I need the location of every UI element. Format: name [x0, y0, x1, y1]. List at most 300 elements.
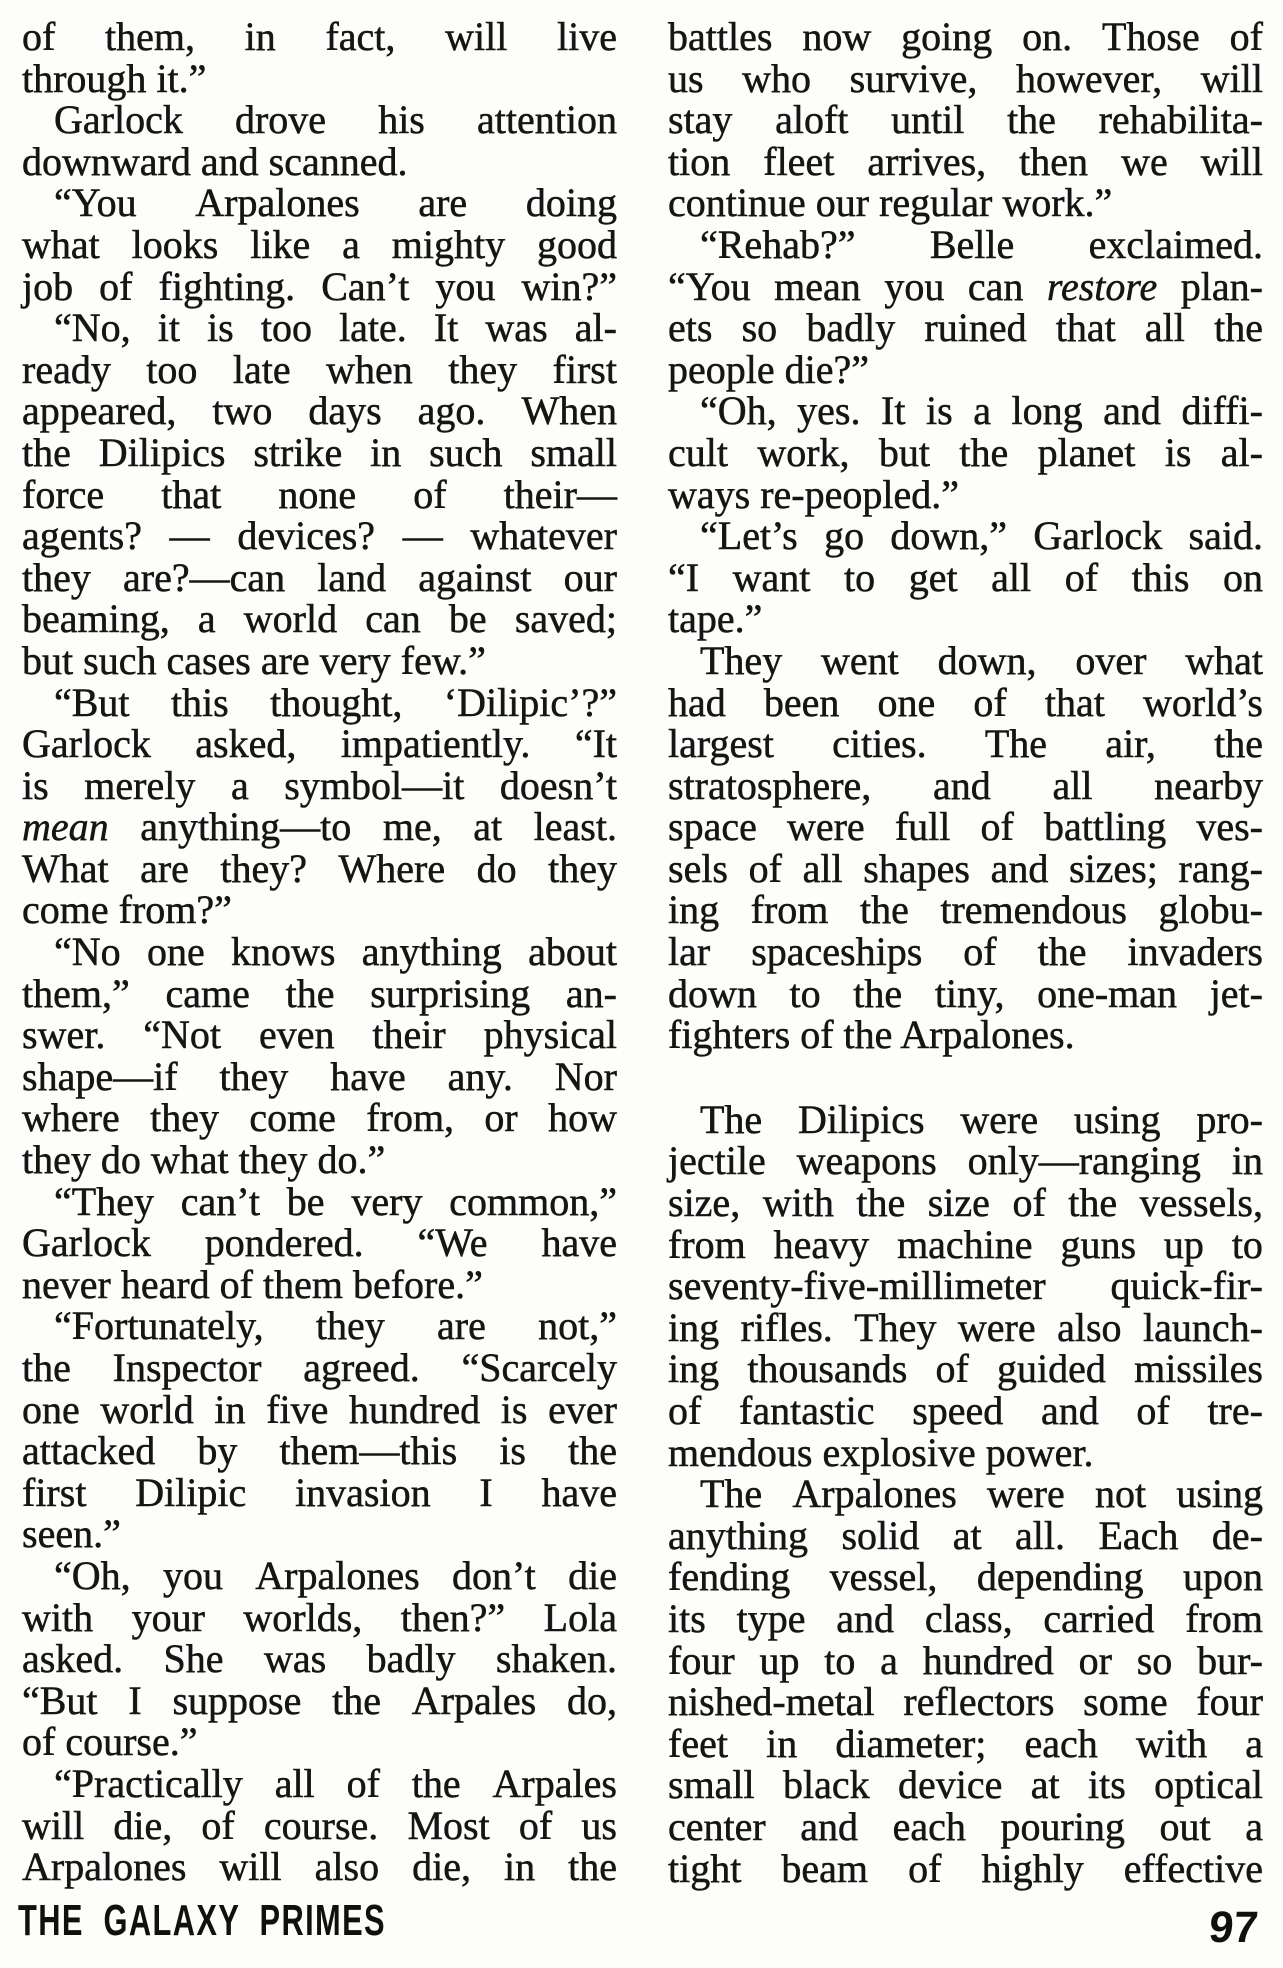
word: ready [22, 346, 111, 392]
text-line [22, 1097, 617, 1139]
word: come [22, 887, 109, 933]
word: battles [668, 14, 773, 59]
word: stratosphere, [668, 762, 872, 808]
text-line [668, 1304, 1263, 1350]
word: knows [231, 929, 336, 975]
text-line [668, 182, 1263, 224]
text-line [22, 1014, 617, 1056]
text-line [22, 845, 617, 891]
text-line [668, 346, 1263, 392]
word: are?—can [123, 554, 286, 600]
word: effective [1123, 1845, 1263, 1891]
word: — [402, 513, 443, 559]
word: before.” [352, 1261, 483, 1307]
word: do [100, 1137, 141, 1183]
word: this [170, 679, 229, 725]
word: “Practically [54, 1760, 243, 1806]
word: class, [924, 1595, 1013, 1641]
word: by [197, 1428, 238, 1474]
word: in [244, 14, 276, 59]
word: beaming, [22, 596, 170, 642]
word: very [351, 1178, 423, 1224]
word: have [541, 1469, 617, 1515]
word: “Not [143, 1012, 222, 1058]
word: whatever [470, 513, 617, 559]
text-line [22, 970, 617, 1016]
word: to [1231, 1221, 1263, 1267]
word: lar [668, 929, 711, 975]
word: a [1245, 1720, 1263, 1766]
word: fending [668, 1554, 791, 1600]
word: tight [668, 1845, 742, 1891]
word: the [1068, 1180, 1118, 1226]
word: Dilipics [98, 429, 226, 475]
word: devices? [237, 513, 376, 559]
word: die, [412, 1844, 471, 1890]
word: this [1131, 554, 1190, 600]
text-line [22, 762, 617, 808]
word: Each [1098, 1512, 1179, 1558]
text-line [668, 1014, 1263, 1056]
word: small [530, 429, 617, 475]
word: fleet [763, 138, 835, 184]
word: were [960, 1096, 1039, 1142]
word: land [317, 554, 387, 600]
word: attention [477, 97, 617, 143]
word: against [418, 554, 532, 600]
word: seen.” [22, 1511, 121, 1557]
text-line [668, 679, 1263, 725]
text-line [22, 1305, 617, 1347]
word: and [1040, 1388, 1099, 1433]
word: sizes; [1069, 845, 1158, 891]
word: Nor [554, 1053, 617, 1099]
word: in [214, 1386, 246, 1432]
word: physical [483, 1012, 617, 1058]
word: Arpalones [255, 1552, 420, 1598]
word: feet [668, 1720, 728, 1766]
word: our [563, 554, 617, 600]
word: one-man [1037, 970, 1178, 1016]
text-line [668, 515, 1263, 557]
right-text-column [668, 16, 1263, 1889]
text-line [668, 1096, 1263, 1142]
word: world [243, 596, 338, 642]
word: their [372, 1012, 446, 1058]
word: all [1052, 762, 1093, 808]
word: common,” [449, 1178, 617, 1224]
text-line [22, 138, 617, 184]
word: globu- [1158, 887, 1263, 933]
word: using [1176, 1471, 1263, 1517]
word: of [908, 1845, 942, 1891]
word: hundred [349, 1386, 481, 1432]
word: are [140, 845, 189, 891]
text-line [22, 1552, 617, 1598]
word: “Rehab?” [700, 221, 856, 267]
word: ever [548, 1386, 617, 1432]
word: are [260, 637, 310, 683]
word: or [484, 1095, 518, 1141]
word: will [1200, 138, 1263, 184]
word: be [448, 596, 487, 642]
text-line [22, 1430, 617, 1472]
word: of [1136, 1388, 1170, 1433]
word: four [668, 1637, 735, 1683]
word: was [485, 305, 548, 351]
word: depending [976, 1554, 1144, 1600]
word: them—this [279, 1428, 458, 1474]
word: ing [668, 887, 720, 933]
word: type [736, 1595, 806, 1641]
word: long [1011, 388, 1083, 434]
text-line [22, 1638, 617, 1680]
word: Arpalones. [900, 1012, 1075, 1058]
word: never [22, 1261, 111, 1307]
word: “They [54, 1178, 154, 1224]
word: they [150, 1095, 219, 1141]
word: the [843, 1012, 893, 1058]
word: only—ranging [967, 1138, 1201, 1184]
text-line [668, 1512, 1263, 1558]
word: late. [339, 305, 407, 351]
word: “Scarcely [461, 1345, 617, 1390]
word: pondered. [204, 1220, 364, 1266]
word: the [959, 429, 1009, 475]
word: where [22, 1095, 120, 1141]
word: one [877, 679, 936, 725]
text-line [22, 554, 617, 600]
word: until [891, 97, 965, 143]
word: It [433, 305, 459, 351]
word: jectile [668, 1138, 766, 1184]
word: came [165, 970, 250, 1016]
word: plan- [1180, 263, 1263, 309]
word: five [266, 1386, 329, 1432]
text-line [22, 1178, 617, 1224]
word: fighters [668, 1012, 791, 1058]
word: beam [781, 1845, 869, 1891]
word: appeared, [22, 388, 177, 434]
word: They [700, 637, 783, 683]
word: then [1019, 138, 1089, 184]
text-line [668, 390, 1263, 432]
word: fantastic [739, 1388, 875, 1433]
word: our [815, 180, 870, 226]
word: to [844, 554, 876, 600]
word: don’t [452, 1552, 536, 1598]
word: heavy [773, 1221, 870, 1267]
text-line [668, 1681, 1263, 1723]
word: nearby [1154, 762, 1263, 808]
word: in [503, 1844, 536, 1890]
word: shapes [863, 845, 970, 891]
word: “It [574, 721, 617, 767]
word: do [476, 845, 517, 891]
word: spaceships [751, 929, 923, 975]
word: come [249, 1095, 336, 1141]
word: “You [54, 180, 137, 226]
word: Inspector [112, 1345, 262, 1390]
word: small [668, 1762, 755, 1808]
word: shape—if [22, 1053, 178, 1099]
word: over [1075, 637, 1147, 683]
word: ets [668, 305, 713, 351]
text-line [22, 55, 617, 101]
word: Garlock [1033, 513, 1163, 559]
word: The [984, 721, 1048, 767]
word: how [548, 1095, 617, 1141]
word: ing [668, 1304, 720, 1350]
word: Dilipic [135, 1469, 247, 1515]
word: Arpales [411, 1677, 537, 1723]
text-line [668, 471, 1263, 517]
text-line [22, 307, 617, 349]
word: When [521, 388, 617, 434]
word: cases [166, 637, 251, 683]
word: seventy-five-millimeter [668, 1263, 1046, 1309]
word: and [836, 1595, 895, 1641]
word: of [668, 1388, 702, 1433]
word: of [219, 1261, 253, 1307]
word: space [668, 804, 757, 850]
word: all [1144, 305, 1185, 351]
word: guns [1060, 1221, 1137, 1267]
word: were [786, 804, 865, 850]
text-line [668, 1182, 1263, 1224]
word: diameter; [835, 1720, 987, 1766]
text-line [22, 1386, 617, 1432]
word: bur- [1197, 1637, 1263, 1683]
word: stay [668, 97, 733, 143]
word: the [332, 1677, 381, 1723]
word: not,” [538, 1303, 617, 1349]
word: saved; [514, 596, 617, 642]
word: in [766, 1720, 798, 1766]
word: to [824, 1637, 856, 1683]
text-line [668, 1140, 1263, 1182]
text-line [22, 221, 617, 267]
word: too [146, 346, 198, 392]
text-line [668, 1845, 1263, 1891]
word: the [22, 1345, 71, 1390]
text-line [668, 970, 1263, 1016]
word: be [286, 1178, 325, 1224]
word: a [880, 1637, 898, 1683]
word: can [365, 596, 421, 642]
word: you [162, 1552, 223, 1598]
word: us [668, 55, 704, 101]
word: yes. [797, 388, 861, 434]
word: hundred [922, 1637, 1054, 1683]
word: Arpales [492, 1760, 617, 1806]
word: such [429, 429, 503, 475]
word: The [700, 1471, 763, 1517]
text-line [668, 723, 1263, 765]
word: with [1135, 1720, 1208, 1766]
text-line [22, 1721, 617, 1763]
text-line [668, 429, 1263, 475]
word: “But [22, 1677, 98, 1723]
text-line [668, 138, 1263, 184]
word: the [1214, 721, 1263, 767]
word: asked. [22, 1636, 124, 1682]
word: so [741, 305, 778, 351]
word: is [499, 1428, 526, 1474]
word: can’t [180, 1178, 260, 1224]
word: restore [1046, 263, 1158, 309]
word: through [22, 55, 147, 101]
text-line [22, 1261, 617, 1307]
text-line [22, 471, 617, 517]
word: asked, [195, 721, 297, 767]
word: of [22, 14, 56, 59]
word: world’s [1142, 679, 1263, 725]
word: they [315, 1303, 385, 1349]
word: go [824, 513, 865, 559]
word: the [1214, 305, 1263, 351]
word: mendous [668, 1429, 813, 1475]
text-line [22, 1594, 617, 1640]
text-line [668, 931, 1263, 973]
word: Dilipics [797, 1096, 925, 1142]
text-line [668, 1473, 1263, 1515]
word: of [346, 1760, 380, 1806]
text-line [22, 1513, 617, 1555]
word: what [150, 1137, 229, 1183]
word: in [1231, 1138, 1263, 1184]
word: battling [1043, 804, 1167, 850]
word: work, [757, 429, 850, 475]
text-line [668, 598, 1263, 640]
word: when [326, 346, 413, 392]
word: drove [234, 97, 327, 143]
word: all [802, 845, 843, 891]
word: work.” [1002, 180, 1113, 226]
text-line [22, 182, 617, 224]
word: ves- [1196, 804, 1263, 850]
word: tremendous [940, 887, 1127, 933]
word: al- [1220, 429, 1263, 475]
word: The [700, 1096, 763, 1142]
word: they [238, 1137, 308, 1183]
word: fighting. [158, 263, 296, 309]
word: anything [668, 1512, 808, 1558]
word: vessel, [829, 1554, 938, 1600]
word: suppose [172, 1677, 302, 1723]
word: down,” [890, 513, 1008, 559]
word: rifles. [740, 1304, 833, 1350]
word: mighty [391, 221, 506, 267]
word: very [319, 637, 391, 683]
word: I [479, 1469, 493, 1515]
word: doing [525, 180, 617, 226]
word: to [789, 970, 821, 1016]
word: get [908, 554, 958, 600]
word: continue [668, 180, 806, 226]
text-line [22, 99, 617, 141]
text-line [22, 1846, 617, 1888]
text-line [22, 1053, 617, 1099]
word: of [1012, 1180, 1046, 1226]
word: “Oh, [700, 388, 777, 434]
word: also [1057, 1304, 1122, 1350]
word: from, [366, 1095, 455, 1141]
word: upon [1182, 1554, 1263, 1600]
word: She [163, 1636, 224, 1682]
word: badly [806, 305, 896, 351]
text-line [668, 1390, 1263, 1432]
word: “Let’s [700, 513, 798, 559]
word: were [987, 1471, 1065, 1517]
word: they [22, 554, 91, 600]
text-line [22, 1347, 617, 1389]
word: first [552, 346, 617, 392]
text-line [668, 263, 1263, 309]
word: too [260, 305, 312, 351]
word: that [161, 471, 222, 517]
word: badly [366, 1636, 456, 1682]
word: of [963, 929, 997, 975]
text-line [668, 554, 1263, 600]
word: also [314, 1844, 380, 1890]
word: what [22, 221, 100, 267]
word: and [200, 138, 259, 184]
word: but [22, 637, 74, 683]
word: Can’t [321, 263, 410, 309]
word: of [99, 263, 133, 309]
word: die [568, 1552, 617, 1598]
word: any. [447, 1053, 513, 1099]
word: of [1064, 554, 1099, 600]
word: full [894, 804, 951, 850]
word: and [932, 762, 991, 808]
word: They [854, 1304, 937, 1350]
word: jet- [1209, 970, 1263, 1016]
word: them [262, 1261, 343, 1307]
word: the [853, 970, 903, 1016]
word: regular [879, 180, 993, 226]
word: exclaimed. [1088, 221, 1263, 267]
text-line [668, 307, 1263, 349]
text-line [22, 679, 617, 725]
word: missiles [1134, 1346, 1263, 1392]
page-number: 97 [1206, 1903, 1261, 1952]
word: them, [105, 14, 195, 59]
word: four [1196, 1679, 1263, 1725]
text-line [668, 762, 1263, 808]
word: they [548, 845, 617, 891]
word: the [1007, 97, 1056, 143]
word: it.” [156, 55, 207, 101]
word: Arpalones [22, 1844, 187, 1890]
word: thought, [270, 679, 403, 725]
text-line [22, 390, 617, 432]
word: scanned. [268, 138, 408, 184]
word: not [1094, 1471, 1147, 1517]
word: do.” [317, 1137, 386, 1183]
word: arrives, [867, 138, 987, 184]
word: merely [84, 762, 196, 808]
word: at [1030, 1762, 1060, 1808]
text-line [668, 1720, 1263, 1766]
text-line [668, 55, 1263, 101]
word: an- [565, 970, 617, 1016]
word: rehabilita- [1098, 97, 1263, 143]
word: tape.” [668, 596, 763, 642]
word: they [448, 346, 518, 392]
word: pro- [1196, 1096, 1263, 1142]
